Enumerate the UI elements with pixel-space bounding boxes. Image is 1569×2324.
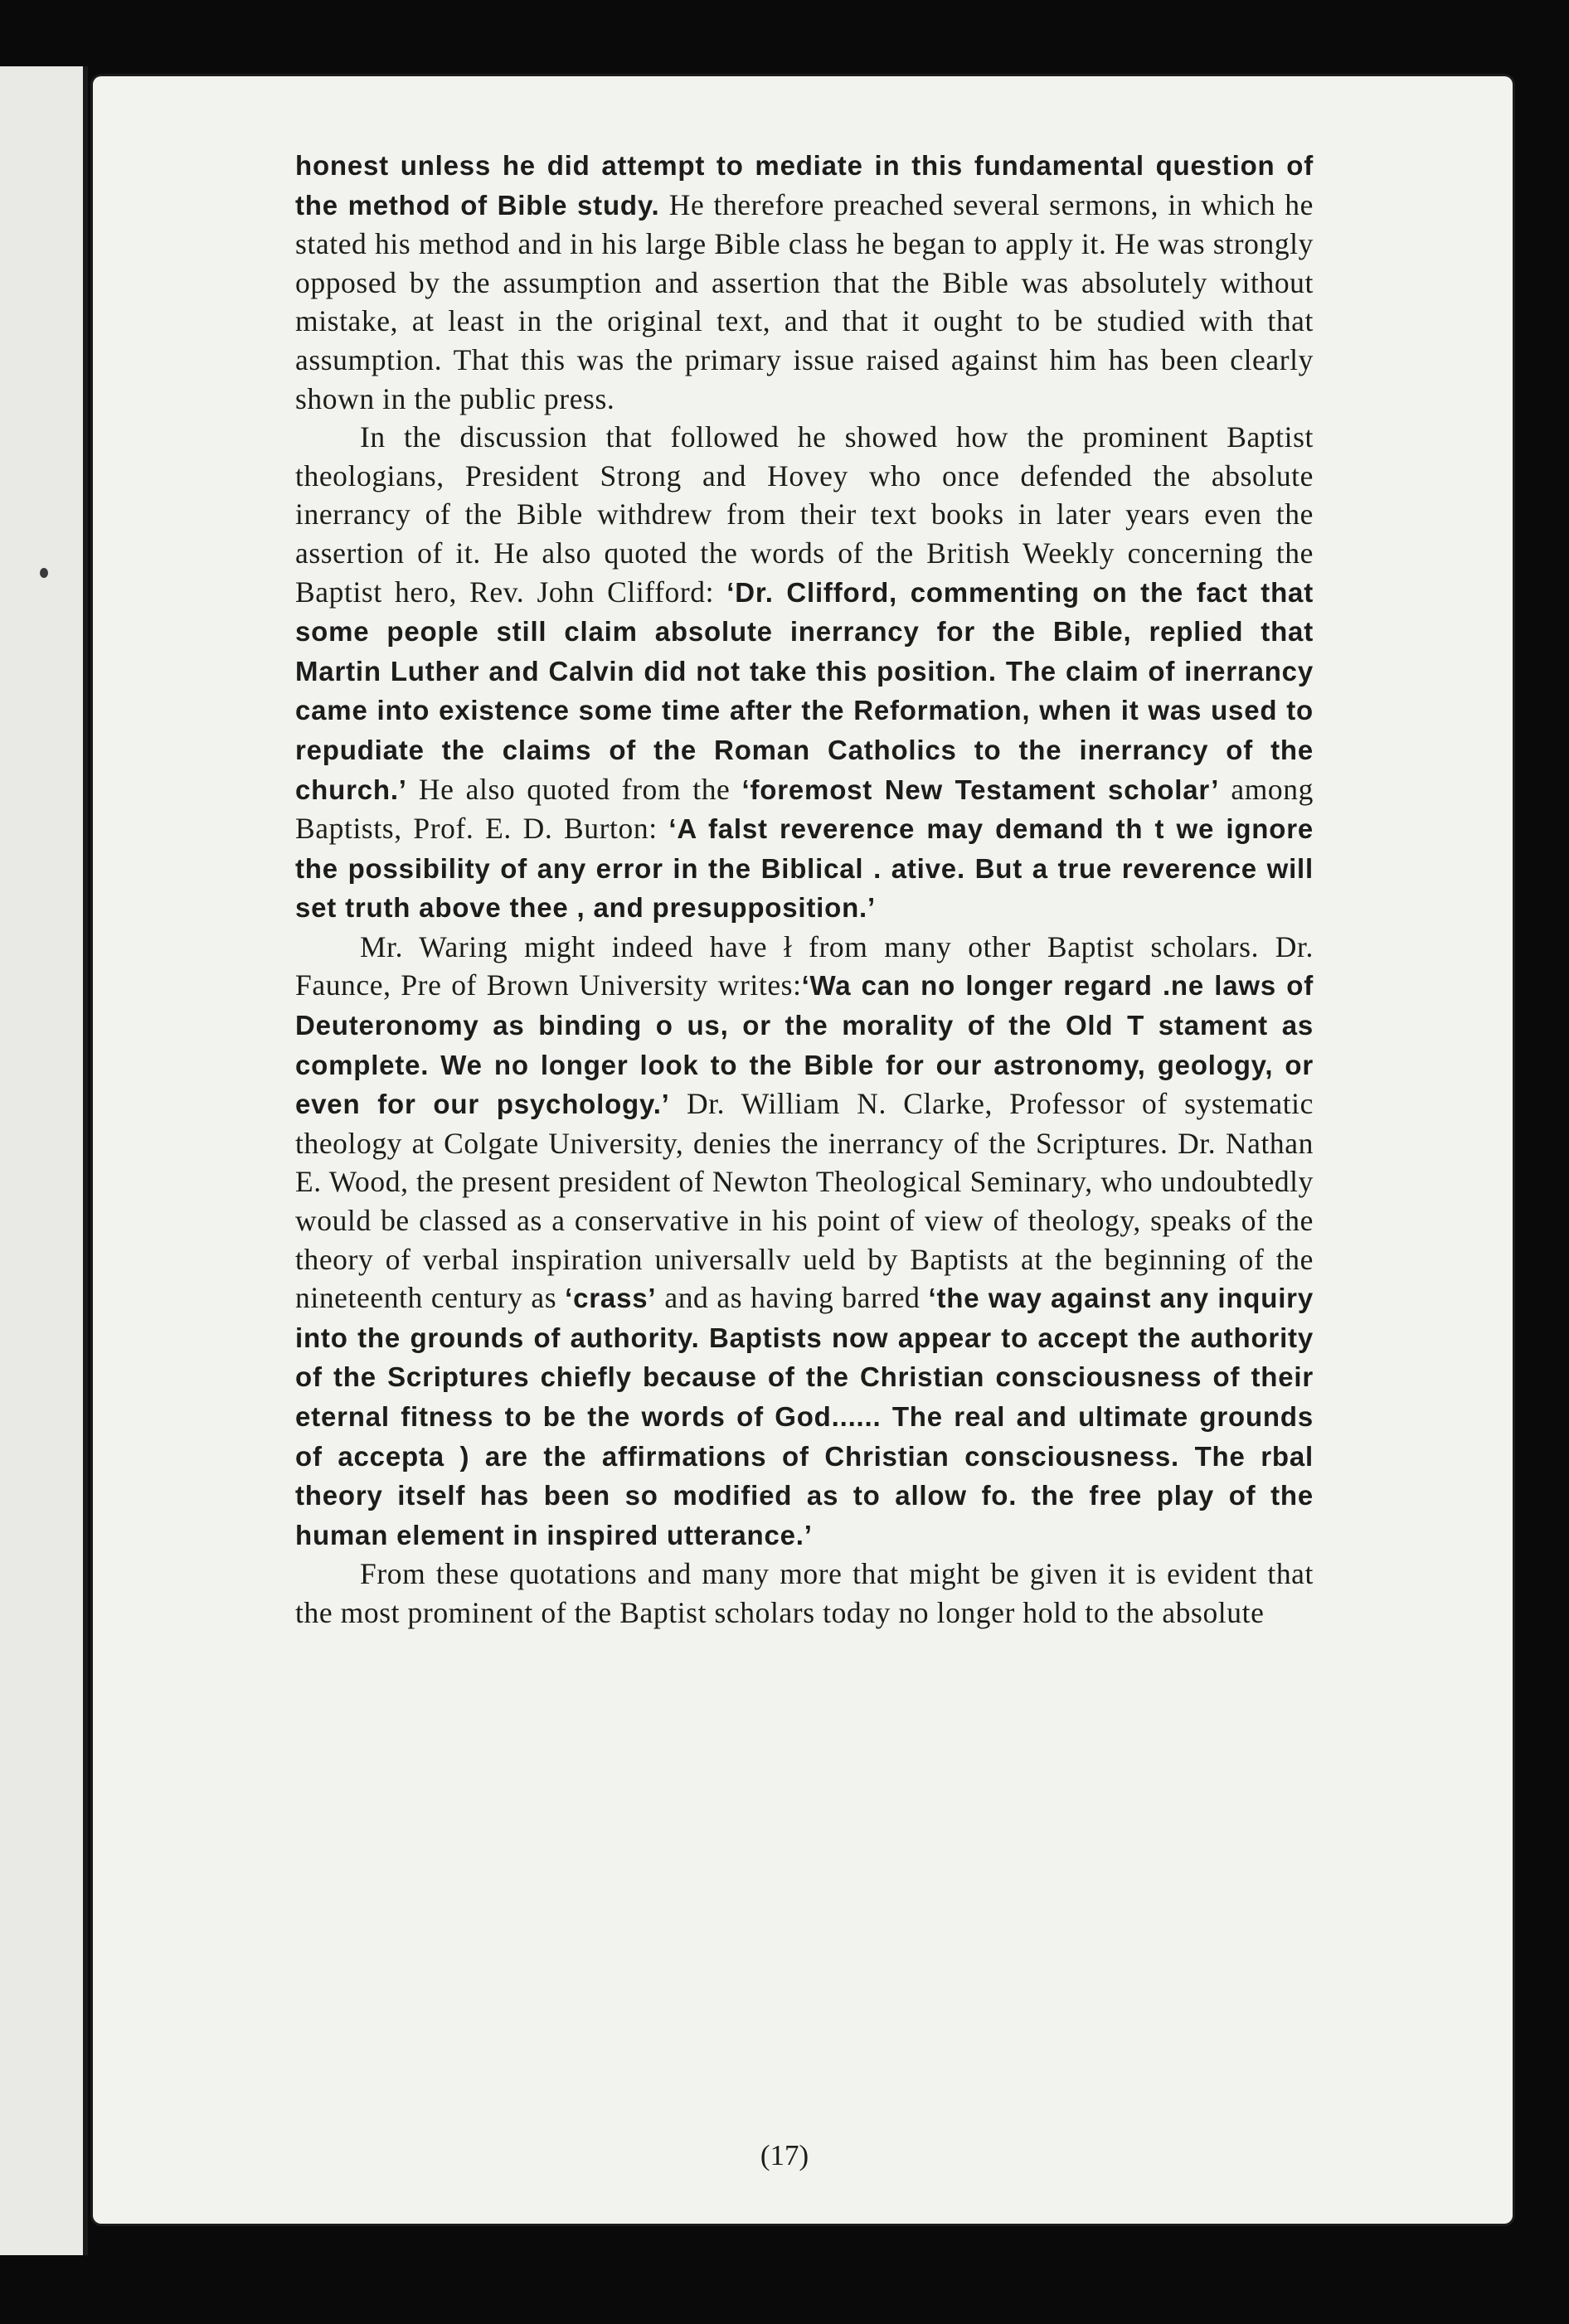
paragraph-3-part-5: and as having barred xyxy=(656,1281,929,1315)
page-number: (17) xyxy=(760,2139,809,2171)
paragraph-3-part-6: ‘the way against any inquiry into the grounds of authority. Baptists now appear to accept the authority of the Scriptures chiefly because of the Christian consciousness of their eternal fitness to be the words of God...... The real and ultimate grounds of accepta ) are the affirmations of Christian consciousness. The rbal theory itself has been so modified as to allow fo. the free play of the human element in inspired utterance.’ xyxy=(295,1283,1314,1550)
paragraph-3-part-2: ‘Wa can no longer regard .ne laws of Deuteronomy as binding o us, or the morality of the Old T stament as complete. We no longer look to the Bible for our astronomy, geology, or even for our psychology.’ xyxy=(295,970,1314,1120)
paragraph-3-part-3: Dr. William N. Clarke, Professor of systematic theology at Colgate University, denies the inerrancy of the Scriptures. Dr. Nathan E. Wood, the present president of Newton Theological Seminary, who undoubtedly would be classed as a conservative in his point of view of theology, speaks of the theory of verbal inspiration universallv ueld by Baptists at the beginning of the nineteenth century as xyxy=(295,1087,1314,1315)
margin-mark xyxy=(40,568,48,578)
paragraph-2-part-1: In the discussion that followed he showed how the prominent Baptist theologians, President Strong and Hovey who once defended the absolute inerrancy of the Bible withdrew from their text books in later years even the assertion of it. He also quoted the words of the British Weekly concerning the Baptist hero, Rev. John Clifford: xyxy=(295,420,1314,609)
paragraph-2-part-3: He also quoted from the xyxy=(406,772,742,806)
paragraph-4 xyxy=(295,1555,1314,1632)
paragraph-3-part-1: Mr. Waring might indeed have ł from many other Baptist scholars. Dr. Faunce, Pre of Brown University writes: xyxy=(295,929,1314,1002)
paragraph-1 xyxy=(295,146,1314,418)
paragraph-3-part-4: ‘crass’ xyxy=(565,1283,657,1314)
paragraph-2-part-5: among Baptists, Prof. E. D. Burton: xyxy=(295,772,1314,846)
paragraph-4-part-1: From these quotations and many more that might be given it is evident that the most prominent of the Baptist scholars today no longer hold to the absolute xyxy=(295,1557,1314,1629)
paragraph-2-part-6: ‘A falst reverence may demand th t we ignore the possibility of any error in the Biblical . ative. But a true reverence will set truth above thee , and presupposition.’ xyxy=(295,813,1314,924)
paragraph-2 xyxy=(295,418,1314,928)
page-body-text xyxy=(295,146,1314,1633)
facing-page-edge xyxy=(0,66,88,2255)
paragraph-2-part-2: ‘Dr. Clifford, commenting on the fact that some people still claim absolute inerrancy for the Bible, replied that Martin Luther and Calvin did not take this position. The claim of inerrancy came into existence some time after the Reformation, when it was used to repudiate the claims of the Roman Catholics to the inerrancy of the church.’ xyxy=(295,576,1314,805)
paragraph-2-part-4: ‘foremost New Testament scholar’ xyxy=(741,774,1220,805)
paragraph-3 xyxy=(295,928,1314,1555)
paragraph-1-part-2: He therefore preached several sermons, in which he stated his method and in his large Bible class he began to apply it. He was strongly opposed by the assumption and assertion that the Bible was absolutely without mistake, at least in the original text, and that it ought to be studied with that assumption. That this was the primary issue raised against him has been clearly shown in the public press. xyxy=(295,187,1314,415)
paragraph-1-part-1: honest unless he did attempt to mediate in this fundamental question of the method of Bible study. xyxy=(295,150,1314,221)
